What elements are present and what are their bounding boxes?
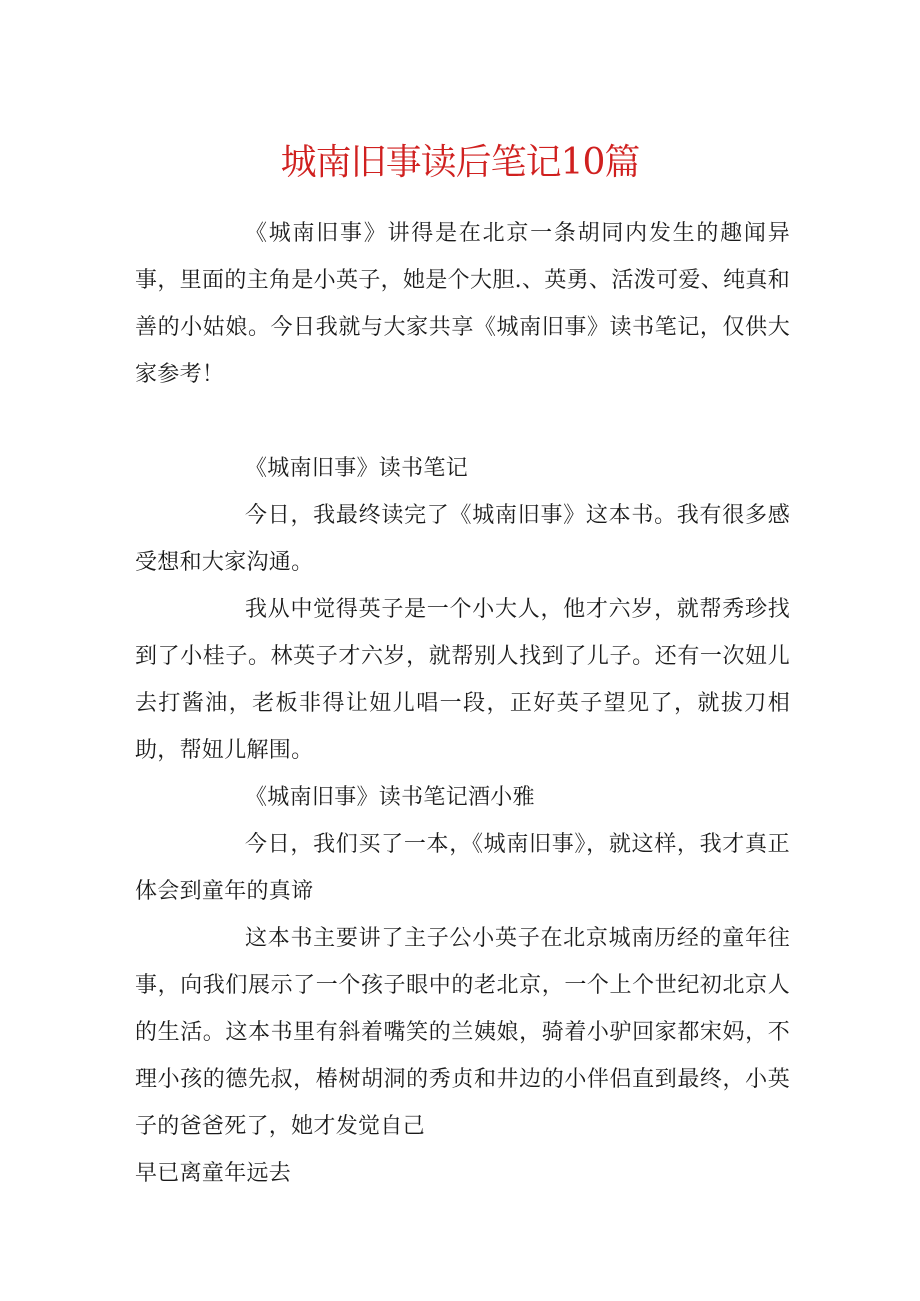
intro-paragraph: 《城南旧事》讲得是在北京一条胡同内发生的趣闻异事，里面的主角是小英子，她是个大胆.、英勇、活泼可爱、纯真和善的小姑娘。今日我就与大家共享《城南旧事》读书笔记，仅供大家参考！: [135, 221, 790, 387]
section1-paragraph-1: 今日，我最终读完了《城南旧事》这本书。我有很多感受想和大家沟通。: [135, 503, 790, 575]
section1-paragraph-2: 我从中觉得英子是一个小大人，他才六岁，就帮秀珍找到了小桂子。林英子才六岁，就帮别人找到了儿子。还有一次妞儿去打酱油，老板非得让妞儿唱一段，正好英子望见了，就拔刀相助，帮妞儿解围。: [135, 597, 790, 763]
section2-closing-line: 早已离童年远去: [135, 1161, 292, 1186]
section2-paragraph-1: 今日，我们买了一本，《城南旧事》，就这样，我才真正体会到童年的真谛: [135, 832, 790, 904]
document-title: 城南旧事读后笔记10篇: [280, 142, 640, 183]
paragraph-spacer: [135, 398, 790, 445]
document-body: [135, 210, 790, 1197]
section2-heading: 《城南旧事》读书笔记酒小雅: [245, 785, 535, 810]
section2-paragraph-2: 这本书主要讲了主子公小英子在北京城南历经的童年往事，向我们展示了一个孩子眼中的老北京，一个上个世纪初北京人的生活。这本书里有斜着嘴笑的兰姨娘，骑着小驴回家都宋妈，不理小孩的德先叔，椿树胡洞的秀贞和井边的小伴侣直到最终，小英子的爸爸死了，她才发觉自己: [135, 926, 790, 1139]
section1-heading: 《城南旧事》读书笔记: [245, 456, 469, 481]
